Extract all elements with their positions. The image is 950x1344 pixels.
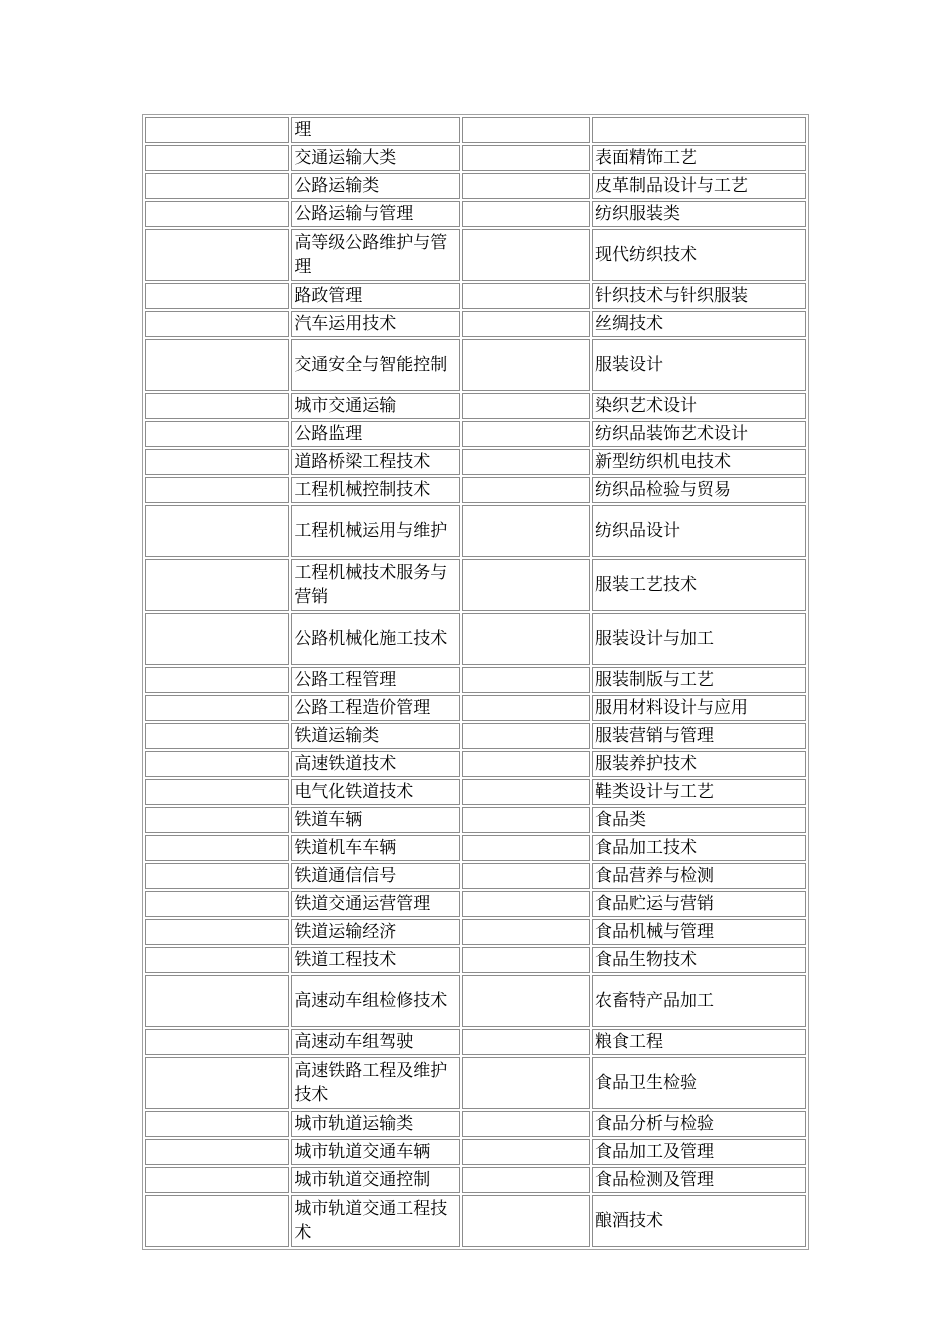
table-cell-col4: 食品类 (592, 807, 806, 833)
table-row (145, 117, 806, 143)
table-cell-col1 (145, 117, 289, 143)
table-cell-col3 (462, 779, 590, 805)
table-cell-col1 (145, 1057, 289, 1109)
table-cell-col4: 鞋类设计与工艺 (592, 779, 806, 805)
table-row (145, 613, 806, 665)
table-cell-col3 (462, 393, 590, 419)
table-cell-col3 (462, 613, 590, 665)
table-cell-col3 (462, 311, 590, 337)
table-row (145, 283, 806, 309)
table-cell-col4: 皮革制品设计与工艺 (592, 173, 806, 199)
table-cell-col4: 表面精饰工艺 (592, 145, 806, 171)
table-cell-col4: 服装制版与工艺 (592, 667, 806, 693)
table-cell-col1 (145, 613, 289, 665)
table-cell-col3 (462, 947, 590, 973)
table-body (145, 117, 806, 1247)
table-cell-col2: 铁道车辆 (291, 807, 460, 833)
table-cell-col1 (145, 449, 289, 475)
table-cell-col3 (462, 1111, 590, 1137)
table-cell-col1 (145, 559, 289, 611)
table-cell-col4: 纺织品设计 (592, 505, 806, 557)
table-cell-col1 (145, 751, 289, 777)
table-cell-col4: 食品分析与检验 (592, 1111, 806, 1137)
table-cell-col2: 城市轨道交通工程技术 (291, 1195, 460, 1247)
table-cell-col1 (145, 1111, 289, 1137)
table-cell-col2: 城市轨道交通控制 (291, 1167, 460, 1193)
table-row (145, 1057, 806, 1109)
table-cell-col2: 公路机械化施工技术 (291, 613, 460, 665)
table-cell-col2: 城市交通运输 (291, 393, 460, 419)
table-cell-col1 (145, 229, 289, 281)
table-row (145, 559, 806, 611)
table-row (145, 667, 806, 693)
table-cell-col2: 交通安全与智能控制 (291, 339, 460, 391)
table-cell-col2: 高速动车组检修技术 (291, 975, 460, 1027)
table-cell-col3 (462, 421, 590, 447)
table-cell-col2: 交通运输大类 (291, 145, 460, 171)
table-cell-col1 (145, 1167, 289, 1193)
table-cell-col2: 理 (291, 117, 460, 143)
table-row (145, 1029, 806, 1055)
table-cell-col1 (145, 145, 289, 171)
table-cell-col4: 纺织品装饰艺术设计 (592, 421, 806, 447)
table-cell-col2: 高速铁道技术 (291, 751, 460, 777)
table-cell-col2: 城市轨道运输类 (291, 1111, 460, 1137)
table-cell-col4: 服装营销与管理 (592, 723, 806, 749)
table-cell-col3 (462, 173, 590, 199)
table-row (145, 449, 806, 475)
table-cell-col3 (462, 667, 590, 693)
table-cell-col1 (145, 201, 289, 227)
major-list-table (142, 114, 809, 1250)
table-cell-col2: 铁道运输类 (291, 723, 460, 749)
table-cell-col4: 纺织品检验与贸易 (592, 477, 806, 503)
table-cell-col3 (462, 283, 590, 309)
table-row (145, 1111, 806, 1137)
table-cell-col4: 粮食工程 (592, 1029, 806, 1055)
table-row (145, 975, 806, 1027)
table-cell-col4: 农畜特产品加工 (592, 975, 806, 1027)
table-cell-col1 (145, 477, 289, 503)
table-cell-col1 (145, 421, 289, 447)
table-cell-col2: 工程机械技术服务与营销 (291, 559, 460, 611)
table-cell-col3 (462, 835, 590, 861)
table-cell-col1 (145, 667, 289, 693)
table-cell-col1 (145, 1029, 289, 1055)
table-cell-col4: 纺织服装类 (592, 201, 806, 227)
table-cell-col4: 服装养护技术 (592, 751, 806, 777)
table-row (145, 779, 806, 805)
table-cell-col4: 食品营养与检测 (592, 863, 806, 889)
table-cell-col1 (145, 283, 289, 309)
table-cell-col3 (462, 723, 590, 749)
table-cell-col1 (145, 723, 289, 749)
table-cell-col3 (462, 201, 590, 227)
table-cell-col1 (145, 919, 289, 945)
table-cell-col3 (462, 229, 590, 281)
table-cell-col2: 铁道交通运营管理 (291, 891, 460, 917)
table-cell-col4: 食品加工技术 (592, 835, 806, 861)
table-cell-col2: 高等级公路维护与管理 (291, 229, 460, 281)
table-cell-col4: 服装设计 (592, 339, 806, 391)
table-cell-col3 (462, 1195, 590, 1247)
table-cell-col4: 服用材料设计与应用 (592, 695, 806, 721)
table-row (145, 173, 806, 199)
table-cell-col4: 新型纺织机电技术 (592, 449, 806, 475)
table-cell-col2: 公路运输类 (291, 173, 460, 199)
table-cell-col3 (462, 559, 590, 611)
table-row (145, 229, 806, 281)
table-row (145, 947, 806, 973)
table-row (145, 339, 806, 391)
table-row (145, 1195, 806, 1247)
table-cell-col2: 铁道通信信号 (291, 863, 460, 889)
table-cell-col1 (145, 891, 289, 917)
table-cell-col2: 铁道机车车辆 (291, 835, 460, 861)
table-cell-col1 (145, 339, 289, 391)
table-cell-col4: 针织技术与针织服装 (592, 283, 806, 309)
table-row (145, 477, 806, 503)
table-cell-col2: 道路桥梁工程技术 (291, 449, 460, 475)
table-cell-col1 (145, 173, 289, 199)
table-row (145, 863, 806, 889)
table-cell-col1 (145, 947, 289, 973)
table-cell-col3 (462, 751, 590, 777)
table-row (145, 751, 806, 777)
table-row (145, 145, 806, 171)
table-cell-col3 (462, 339, 590, 391)
table-cell-col3 (462, 505, 590, 557)
table-cell-col1 (145, 863, 289, 889)
table-cell-col1 (145, 975, 289, 1027)
table-cell-col2: 高速动车组驾驶 (291, 1029, 460, 1055)
table-cell-col1 (145, 807, 289, 833)
table-cell-col4: 酿酒技术 (592, 1195, 806, 1247)
table-cell-col1 (145, 311, 289, 337)
table-cell-col3 (462, 1139, 590, 1165)
table-cell-col2: 公路监理 (291, 421, 460, 447)
table-cell-col3 (462, 449, 590, 475)
table-cell-col1 (145, 695, 289, 721)
table-cell-col4: 食品卫生检验 (592, 1057, 806, 1109)
table-cell-col3 (462, 1167, 590, 1193)
table-cell-col3 (462, 807, 590, 833)
table-cell-col2: 工程机械运用与维护 (291, 505, 460, 557)
table-cell-col4: 食品机械与管理 (592, 919, 806, 945)
table-row (145, 505, 806, 557)
table-row (145, 807, 806, 833)
table-row (145, 421, 806, 447)
table-cell-col1 (145, 505, 289, 557)
table-cell-col3 (462, 145, 590, 171)
table-row (145, 201, 806, 227)
table-cell-col3 (462, 477, 590, 503)
table-cell-col1 (145, 835, 289, 861)
table-cell-col2: 铁道运输经济 (291, 919, 460, 945)
table-cell-col3 (462, 695, 590, 721)
table-row (145, 311, 806, 337)
table-row (145, 891, 806, 917)
table-cell-col3 (462, 891, 590, 917)
table-cell-col2: 城市轨道交通车辆 (291, 1139, 460, 1165)
table-cell-col4: 现代纺织技术 (592, 229, 806, 281)
table-cell-col2: 汽车运用技术 (291, 311, 460, 337)
table-cell-col4: 染织艺术设计 (592, 393, 806, 419)
table-cell-col2: 高速铁路工程及维护技术 (291, 1057, 460, 1109)
table-cell-col2: 电气化铁道技术 (291, 779, 460, 805)
table-cell-col3 (462, 863, 590, 889)
table-cell-col4: 食品生物技术 (592, 947, 806, 973)
table-cell-col3 (462, 117, 590, 143)
table-cell-col3 (462, 1057, 590, 1109)
table-row (145, 919, 806, 945)
table-cell-col2: 铁道工程技术 (291, 947, 460, 973)
table-cell-col2: 路政管理 (291, 283, 460, 309)
table-cell-col4: 服装设计与加工 (592, 613, 806, 665)
table-cell-col4: 食品加工及管理 (592, 1139, 806, 1165)
table-cell-col2: 公路运输与管理 (291, 201, 460, 227)
table-cell-col1 (145, 393, 289, 419)
table-cell-col1 (145, 1195, 289, 1247)
table-cell-col1 (145, 779, 289, 805)
table-cell-col2: 公路工程造价管理 (291, 695, 460, 721)
table-cell-col3 (462, 919, 590, 945)
table-cell-col2: 公路工程管理 (291, 667, 460, 693)
table-cell-col1 (145, 1139, 289, 1165)
table-row (145, 393, 806, 419)
table-cell-col4 (592, 117, 806, 143)
table-cell-col2: 工程机械控制技术 (291, 477, 460, 503)
table-cell-col3 (462, 1029, 590, 1055)
table-cell-col4: 丝绸技术 (592, 311, 806, 337)
table-row (145, 695, 806, 721)
table-row (145, 835, 806, 861)
table-cell-col4: 食品检测及管理 (592, 1167, 806, 1193)
table-cell-col3 (462, 975, 590, 1027)
table-row (145, 1139, 806, 1165)
table-row (145, 1167, 806, 1193)
table-cell-col4: 服装工艺技术 (592, 559, 806, 611)
table-row (145, 723, 806, 749)
table-cell-col4: 食品贮运与营销 (592, 891, 806, 917)
